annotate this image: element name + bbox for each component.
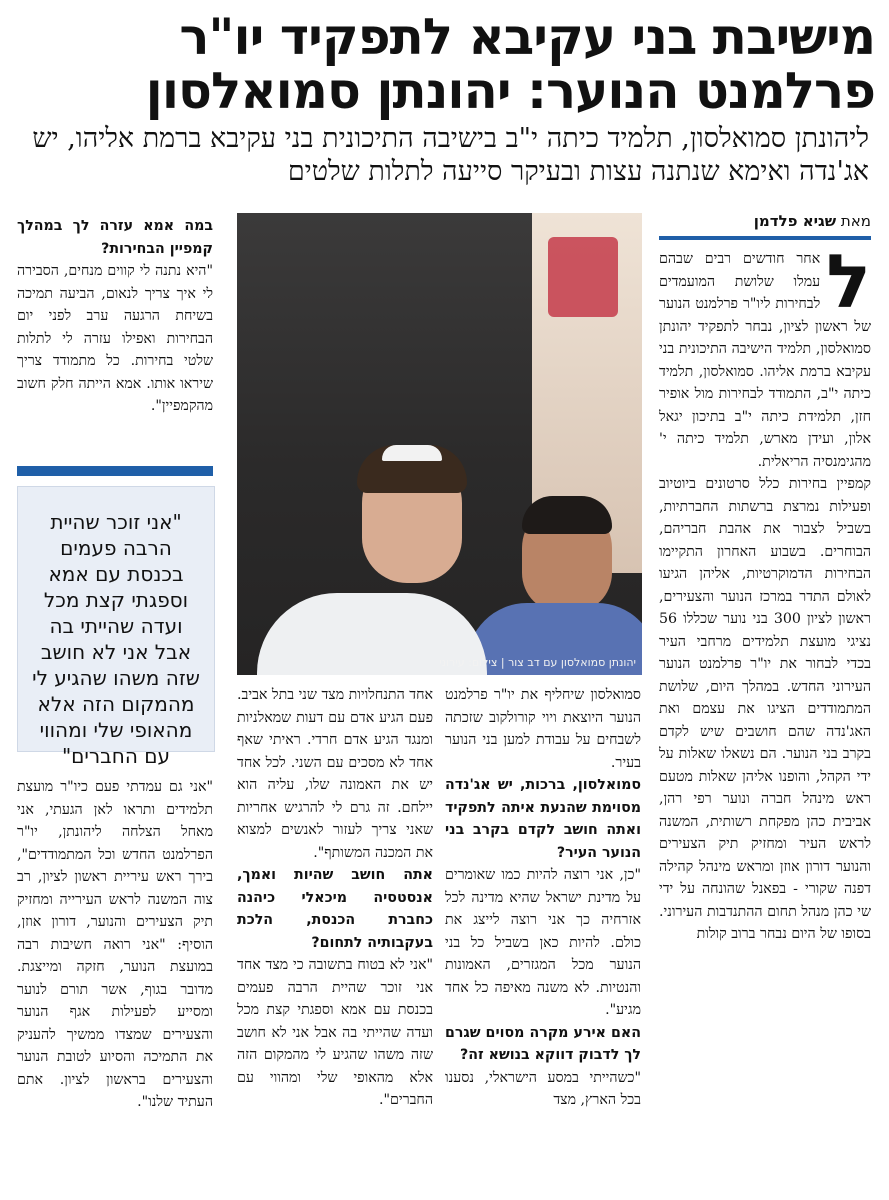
interview-answer: "היא נתנה לי קווים מנחים, הסבירה לי איך צריך לנאום, הביעה תמיכה בשיחת הרגעה ערב לפני יום הבחירות ואפילו עזרה לי לתלות שלטי בחירות. כל מתמודד צריך שיראו אותו. אמא הייתה חלק חשוב מהקמפיין". — [17, 263, 213, 414]
article-column-left-bottom — [17, 776, 213, 1196]
interview-question: האם אירע מקרה מסוים שגרם לך לדבוק דווקא בנושא זה? — [445, 1024, 641, 1063]
article-photo — [237, 213, 642, 675]
paragraph: סמואלסון שיחליף את יו"ר פרלמנט הנוער היוצאת ויוי קורולקוב שזכתה לשבחים על עבודת למען בני הנוער בעיר. — [445, 687, 641, 771]
article-column-mid-left — [237, 684, 433, 1196]
byline-rule — [659, 236, 871, 240]
byline-author: שגיא פלדמן — [753, 212, 837, 230]
interview-answer: "כשהייתי במסע הישראלי, נסענו בכל הארץ, מצד — [445, 1069, 641, 1108]
photo-banner-red-shape — [548, 237, 618, 317]
pull-quote-rule — [17, 466, 213, 476]
deck-subtitle: ליהונתן סמואלסון, תלמיד כיתה י"ב בישיבה התיכונית בני עקיבא ברמת אליהו, יש אג'נדה ואימא שנתנה עצות ובעיקר סייעה לתלות שלטים — [32, 123, 869, 187]
pull-quote-box — [17, 486, 215, 768]
paragraph: אחר חודשים רבים שבהם עמלו שלושת המועמדים לבחירות ליו"ר פרלמנט הנוער של ראשון לציון, נבחר לתפקיד יהונתן סמואלסון, תלמיד הישיבה התיכונית בני עקיבא ברמת אליהו. סמואלסון, תלמיד כיתה י"ב, התמודד לבחירות מול אופיר חזן, תלמידת כיתה י"ב בתיכון יגאל אלון, ועידן מארש, תלמיד כיתה י' מהגימנסיה הריאלית. — [659, 251, 871, 470]
article-column-mid-right — [445, 684, 641, 1196]
interview-answer: "אני לא בטוח בתשובה כי מצד אחד אני זוכר שהיית הרבה פעמים בכנסת עם אמא וספגתי קצת מכל ועדה שהייתי בה אבל אני לא חושב שזה משהו שהגיע לי מהמקום הזה אלא מהאופי שלי ומהווי עם החברים". — [237, 957, 433, 1108]
pull-quote: "אני זוכר שהיית הרבה פעמים בכנסת עם אמא וספגתי קצת מכל ועדה שהייתי בה אבל אני לא חושב שזה משהו שהגיע לי מהמקום הזה אלא מהאופי שלי ומהווי עם החברים" — [32, 510, 200, 768]
interview-question: במה אמא עזרה לך במהלך קמפיין הבחירות? — [17, 218, 213, 257]
interview-question: אתה חושב שהיות ואמך, אנסטסיה מיכאלי כיהנה כחברת הכנסת, הלכת בעקבותיה לתחום? — [237, 867, 433, 951]
headline: מישיבת בני עקיבא לתפקיד יו"ר פרלמנט הנוער: יהונתן סמואלסון — [145, 8, 875, 120]
paragraph: "אני גם עמדתי פעם כיו"ר מועצת תלמידים ותראו לאן הגעתי, אני מאחל הצלחה ליהונתן, יו"ר הפרלמנט החדש וכל המתמודדים", בירך ראש עיריית ראשון לציון, רב צוה המשנה לראש העירייה ומחזיק תיק הצעירים והנוער, דורון אוזן, הוסיף: "אני רואה חשיבות רבה במועצת הנוער, חזקה ומייצגת. מדובר בגוף, אשר תורם לנוער ומסייע לפעילות אגף הנוער והצעירים שמצדו ממשיך להעניק את התמיכה והסיוע לטובת הנוער והצעירים בראשון לציון. אתם העתיד שלנו". — [17, 779, 213, 1110]
drop-cap: ל — [826, 248, 871, 325]
interview-question: סמואלסון, ברכות, יש אג'נדה מסוימת שהנעת איתה לתפקיד ואתה חושב לקדם בקרב בני הנוער העיר? — [445, 777, 641, 861]
article-column-left-top — [17, 215, 213, 440]
photo-man-hair — [522, 496, 612, 534]
paragraph: אחד התנחלויות מצד שני בתל אביב. פעם הגיע אדם עם דעות שמאלניות ומנגד הגיע אדם חרדי. ראיתי שאף אחד לא מסכים עם השני. לכל אחד יש את האמונה שלו, עליה הוא יילחם. זה גרם לי להרגיש אחריות שאני צריך לעזור לאנשים למצוא את המכנה המשותף". — [237, 687, 433, 861]
byline — [661, 212, 871, 230]
photo-kippah — [382, 445, 442, 461]
photo-caption: יהונתן סמואלסון עם דב צור | צילום: עירוני — [439, 656, 636, 669]
byline-prefix: מאת — [840, 212, 871, 230]
paragraph: קמפיין בחירות כלל סרטונים ביוטיוב ופעילות נמרצת ברשתות החברתיות, בשביל לצבור את אהבת חבריהם, הבוחרים. בשבוע האחרון התקיימו הבחירות הדמוקרטיות, אליהן הגיעו לאולם התדר במרכז הנוער והצעירים, ראשון לציון 300 בני נוער שכללו 56 נציגי מועצת תלמידים מרחבי העיר בכדי לבחור את יו"ר פרלמנט הנוער העירוני החדש. במהלך היום, שלושת המתמודדים הציגו את עצמם ואת האג'נדה שהם חושבים שיש לקדם בקרב בני הנוער. הם נשאלו שאלות על ידי הקהל, והופנו אליהן שאלות מטעם ראש מינהל חברה ונוער רפי רהן, אביבית כהן מפקחת רשותית, המשנה לראש העיר ומחזיק תיק הצעירים והנוער דורון אוזן ומראש מינהל קהילה דפנה שקורי - בפאנל שהונחה על ידי שי כהן מנהל תחום ההתנדבות העירוני. בסופו של היום נבחר ברוב קולות — [659, 476, 871, 942]
interview-answer: "כן, אני רוצה להיות כמו שאומרים על מדינת ישראל שהיא מדינה לכל אזרחיה כך אני רוצה לייצג את כולם. להיות כאן בשביל כל בני הנוער מכל המגזרים, האמונות והנטיות. לא משנה מאיפה כל אחד מגיע". — [445, 867, 641, 1018]
article-column-right — [659, 248, 871, 1196]
